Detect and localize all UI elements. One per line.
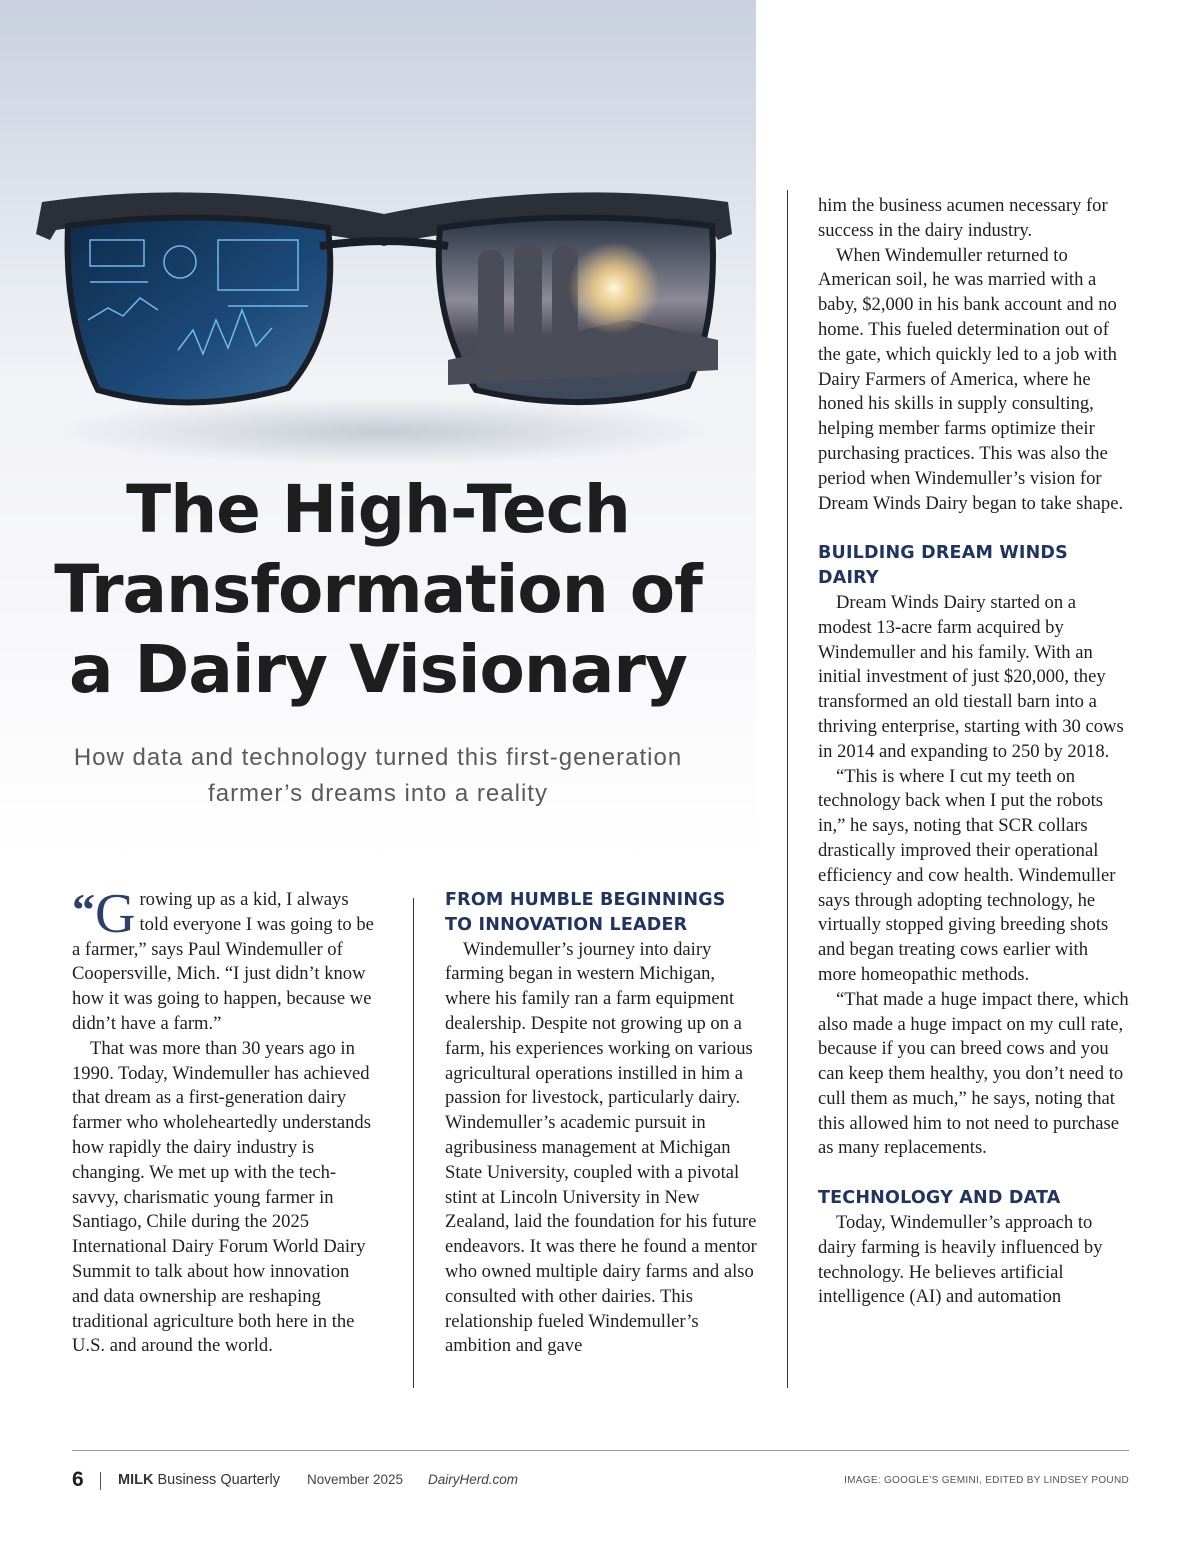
article-headline <box>20 470 736 710</box>
page-footer <box>72 1468 1129 1496</box>
deck-line: How data and technology turned this first-generation <box>73 744 683 771</box>
drop-cap: G <box>95 883 136 945</box>
body-paragraph: Windemuller’s journey into dairy farming began in western Michigan, where his family ran a farm equipment dealership. Despite not growing up on a farm, his experiences working on various agricultural operations instilled in him a passion for livestock, particularly dairy. Windemuller’s academic pursuit in agribusiness management at Michigan State University, coupled with a pivotal stint at Lincoln University in New Zealand, laid the foundation for his future endeavors. It was there he found a mentor who owned multiple dairy farms and also consulted with other dairies. This relationship fueled Windemuller’s ambition and gave <box>445 938 757 1357</box>
section-heading: TECHNOLOGY AND DATA <box>818 1188 1061 1209</box>
column-1 <box>72 883 380 1359</box>
deck-line: farmer’s dreams into a reality <box>208 780 548 807</box>
headline-line: a Dairy Visionary <box>69 631 687 708</box>
issue-date: November 2025 <box>307 1472 404 1487</box>
article-deck <box>40 740 716 812</box>
body-paragraph: That was more than 30 years ago in 1990. Today, Windemuller has achieved that dream as a first-generation dairy farmer who wholeheartedly understands how rapidly the dairy industry is changing. We met up with the tech-savvy, charismatic young farmer in Santiago, Chile during the 2025 International Dairy Forum World Dairy Summit to talk about how innovation and data ownership are reshaping traditional agriculture both here in the U.S. and around the world. <box>72 1037 371 1357</box>
sunglasses-illustration <box>28 170 740 470</box>
lead-paragraph <box>72 883 380 1037</box>
footer-divider <box>72 1450 1129 1451</box>
lead-text: rowing up as a kid, I always told everyone I was going to be a farmer,” says Paul Windemuller of Coopersville, Mich. “I just didn’t know how it was going to happen, because we didn’t have a farm.” <box>72 889 374 1034</box>
body-paragraph: “That made a huge impact there, which also made a huge impact on my cull rate, because if you can breed cows and you can keep them healthy, you don’t need to cull them as much,” he says, noting that this allowed him to not need to purchase as many replacements. <box>818 988 1129 1159</box>
footer-separator <box>100 1472 101 1490</box>
column-divider <box>787 190 788 1388</box>
body-paragraph: him the business acumen necessary for success in the dairy industry. <box>818 195 1108 241</box>
body-paragraph: Dream Winds Dairy started on a modest 13-acre farm acquired by Windemuller and his family. With an initial investment of just $20,000, they transformed an old tiestall barn into a thriving enterprise, starting with 30 cows in 2014 and expanding to 250 by 2018. <box>818 591 1124 762</box>
section-heading: FROM HUMBLE BEGINNINGS TO INNOVATION LEADER <box>445 890 726 935</box>
column-divider <box>413 898 414 1388</box>
publication-name-rest: Business Quarterly <box>153 1472 280 1488</box>
hero-image <box>0 0 756 860</box>
website-link[interactable]: DairyHerd.com <box>428 1472 519 1487</box>
body-paragraph: When Windemuller returned to American soil, he was married with a baby, $2,000 in his bank account and no home. This fueled determination out of the gate, which quickly led to a job with Dairy Farmers of America, where he honed his skills in supply consulting, helping member farms optimize their purchasing practices. This was also the period when Windemuller’s vision for Dream Winds Dairy began to take shape. <box>818 244 1124 514</box>
body-paragraph: “This is where I cut my teeth on technology back when I put the robots in,” he says, noting that SCR collars drastically improved their operational efficiency and cow health. Windemuller says through adopting technology, he virtually stopped giving breeding shots and began treating cows earlier with more homeopathic methods. <box>818 765 1116 985</box>
column-3 <box>818 194 1130 1310</box>
publication-name <box>118 1472 280 1488</box>
publication-name-bold: MILK <box>118 1472 154 1488</box>
headline-line: Transformation of <box>54 551 702 628</box>
page-number: 6 <box>72 1468 84 1491</box>
body-paragraph: Today, Windemuller’s approach to dairy farming is heavily influenced by technology. He believes artificial intelligence (AI) and automation <box>818 1212 1103 1308</box>
image-credit: IMAGE: GOOGLE’S GEMINI, EDITED BY LINDSEY POUND <box>844 1475 1129 1486</box>
section-heading: BUILDING DREAM WINDS DAIRY <box>818 543 1068 589</box>
column-2 <box>445 888 757 1359</box>
headline-line: The High-Tech <box>126 471 630 548</box>
open-quote-mark: “ <box>72 884 95 935</box>
